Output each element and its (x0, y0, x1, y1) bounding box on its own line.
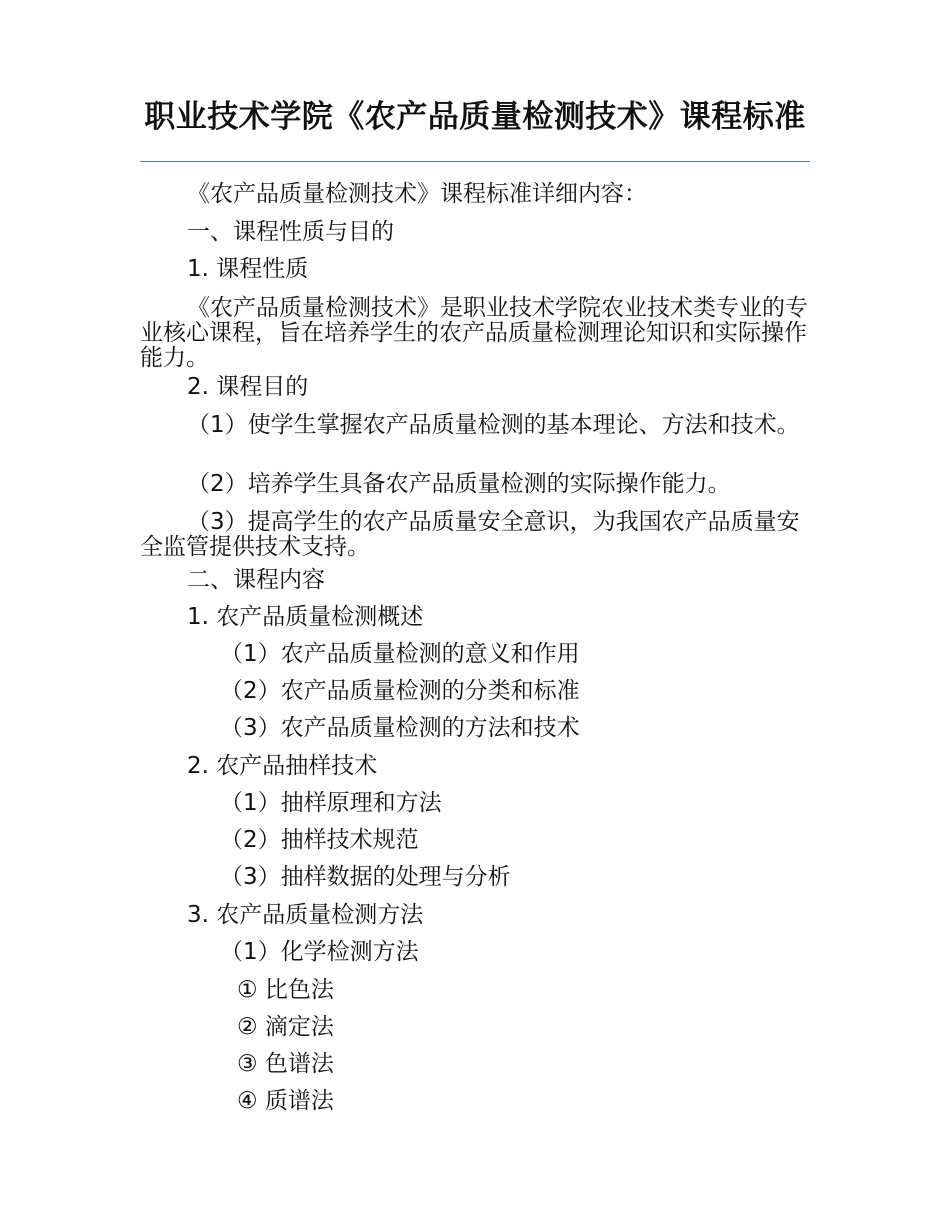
method-item: ① 比色法 (237, 977, 334, 1003)
list-item: （3）抽样数据的处理与分析 (220, 864, 511, 890)
method-item: ④ 质谱法 (237, 1088, 334, 1114)
topic-heading-1: 1. 农产品质量检测概述 (187, 604, 424, 630)
list-item: （1）抽样原理和方法 (220, 790, 442, 816)
sub-heading-chemical: （1）化学检测方法 (220, 939, 419, 965)
list-item: （1）农产品质量检测的意义和作用 (220, 641, 580, 667)
method-item: ② 滴定法 (237, 1014, 334, 1040)
list-item: （2）抽样技术规范 (220, 827, 419, 853)
goal-item-3: （3）提高学生的农产品质量安全意识，为我国农产品质量安全监管提供技术支持。 (140, 509, 800, 560)
subsection-heading-goal: 2. 课程目的 (187, 374, 309, 400)
subsection-heading-nature: 1. 课程性质 (187, 256, 309, 282)
intro-text: 《农产品质量检测技术》课程标准详细内容： (187, 181, 647, 207)
section-heading-1: 一、课程性质与目的 (187, 219, 394, 245)
goal-item-1: （1）使学生掌握农产品质量检测的基本理论、方法和技术。 (187, 412, 800, 438)
document-title: 职业技术学院《农产品质量检测技术》课程标准 (144, 99, 806, 135)
goal-item-2: （2）培养学生具备农产品质量检测的实际操作能力。 (187, 471, 731, 497)
section-heading-2: 二、课程内容 (187, 567, 325, 593)
title-underline (140, 161, 810, 162)
list-item: （2）农产品质量检测的分类和标准 (220, 678, 580, 704)
topic-heading-2: 2. 农产品抽样技术 (187, 753, 378, 779)
list-item: （3）农产品质量检测的方法和技术 (220, 715, 580, 741)
topic-heading-3: 3. 农产品质量检测方法 (187, 902, 424, 928)
method-item: ③ 色谱法 (237, 1051, 334, 1077)
course-nature-paragraph: 《农产品质量检测技术》是职业技术学院农业技术类专业的专业核心课程，旨在培养学生的农产品质量检测理论知识和实际操作能力。 (140, 295, 808, 371)
